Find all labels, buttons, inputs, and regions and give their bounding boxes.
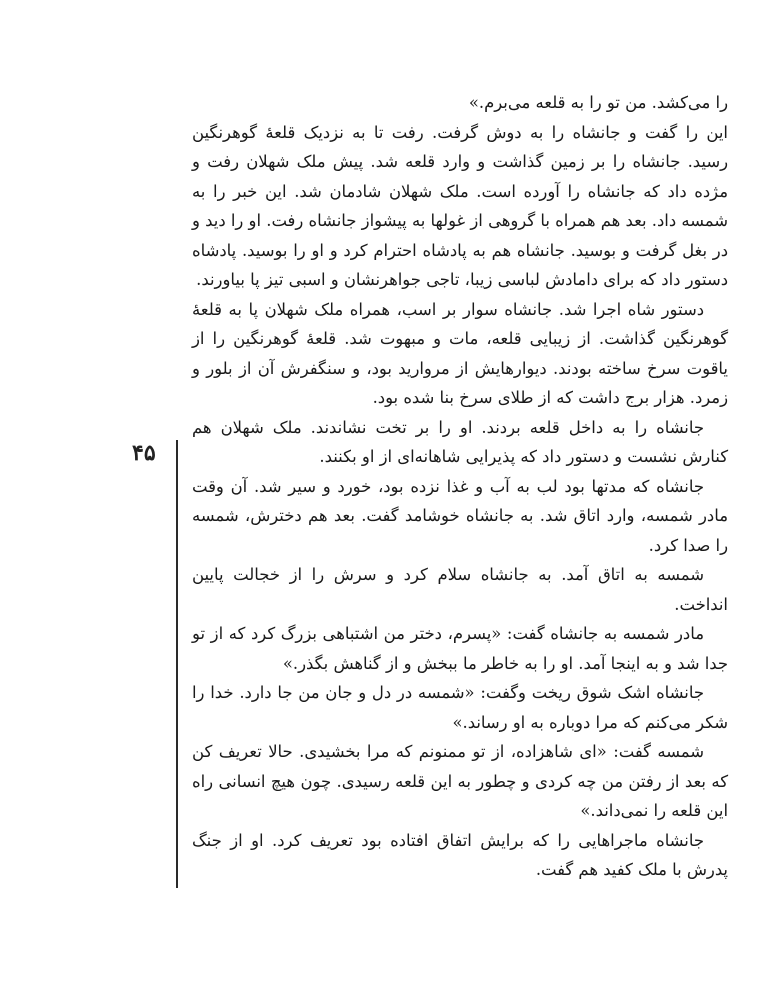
paragraph-1: را می‌کشد. من تو را به قلعه می‌برم.» [468,93,728,112]
paragraph-4: جانشاه را به داخل قلعه بردند. او را بر تخت نشاندند. ملک شهلان هم کنارش نشست و دستور داد که پذیرایی شاهانه‌ای از او بکنند. [192,417,728,466]
margin-rule [176,440,178,888]
paragraph-6: شمسه به اتاق آمد. به جانشاه سلام کرد و سرش را از خجالت پایین انداخت. [192,565,728,614]
paragraph-9: شمسه گفت: «ای شاهزاده، از تو ممنونم که مرا بخشیدی. حالا تعریف کن که بعد از رفتن من چه کردی و چطور به این قلعه رسیدی. چون هیچ انسانی راه این قلعه را نمی‌داند.» [192,742,728,820]
paragraph-8: جانشاه اشک شوق ریخت وگفت: «شمسه در دل و جان من جا دارد. خدا را شکر می‌کنم که مرا دوباره به او رساند.» [192,683,728,732]
paragraph-3: دستور شاه اجرا شد. جانشاه سوار بر اسب، همراه ملک شهلان پا به قلعهٔ گوهرنگین گذاشت. از زیبایی قلعه، مات و مبهوت شد. قلعهٔ گوهرنگین را از یاقوت سرخ ساخته بودند. دیوارهایش از مروارید بود، و سنگفرش آن از بلور و زمرد. هزار برج داشت که از طلای سرخ بنا شده بود. [192,299,728,407]
paragraph-10: جانشاه ماجراهایی را که برایش اتفاق افتاده بود تعریف کرد. او از جنگ پدرش با ملک کفید هم گفت. [192,830,728,879]
body-text [192,88,728,885]
paragraph-5: جانشاه که مدتها بود لب به آب و غذا نزده بود، خورد و سیر شد. آن وقت مادر شمسه، وارد اتاق شد. به جانشاه خوشامد گفت. بعد هم دخترش، شمسه را صدا کرد. [192,476,728,555]
page-number: ۴۵ [132,440,156,466]
paragraph-7: مادر شمسه به جانشاه گفت: «پسرم، دختر من اشتباهی بزرگ کرد که از تو جدا شد و به اینجا آمد. او را به خاطر ما ببخش و از گناهش بگذر.» [192,624,728,673]
paragraph-2: این را گفت و جانشاه را به دوش گرفت. رفت تا به نزدیک قلعهٔ گوهرنگین رسید. جانشاه را بر زمین گذاشت و وارد قلعه شد. پیش ملک شهلان رفت و مژده داد که جانشاه را آورده است. ملک شهلان شادمان شد. این خبر را به شمسه داد. بعد هم همراه با گروهی از غولها به پیشواز جانشاه رفت. او را دید و در بغل گرفت و بوسید. جانشاه هم به پادشاه احترام کرد و او را بوسید. پادشاه دستور داد که برای دامادش لباسی زیبا، تاجی جواهرنشان و اسبی تیز پا بیاورند. [192,122,728,289]
